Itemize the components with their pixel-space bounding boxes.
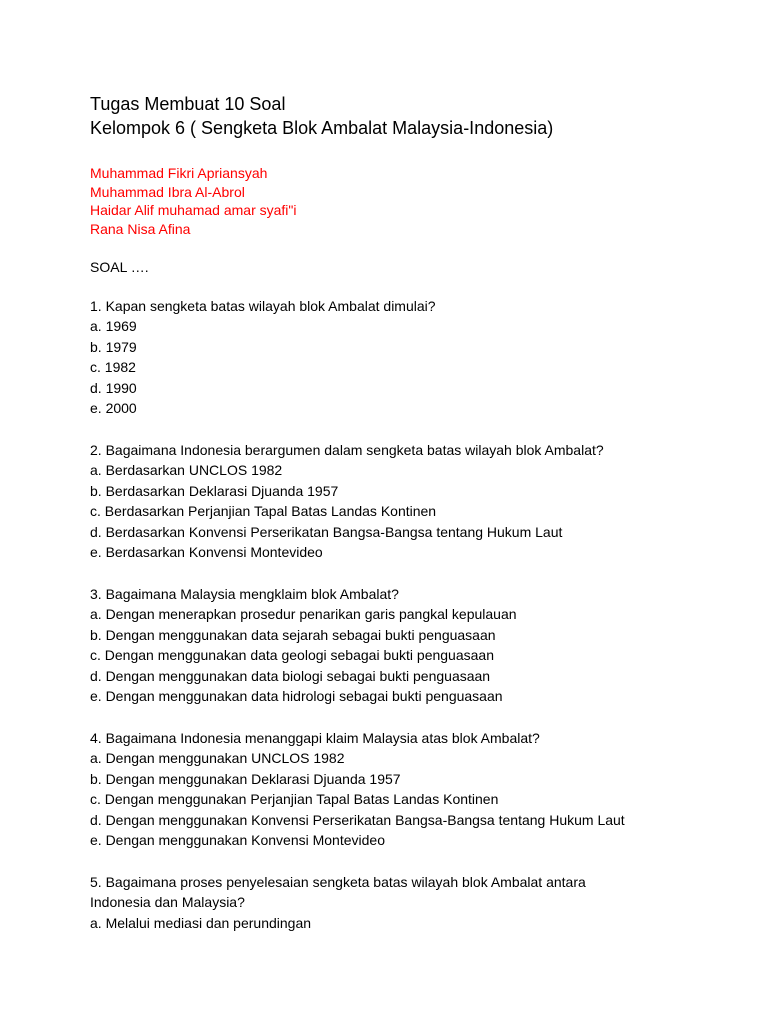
question-text: 4. Bagaimana Indonesia menanggapi klaim Malaysia atas blok Ambalat?	[90, 729, 540, 746]
question-text: 5. Bagaimana proses penyelesaian sengketa batas wilayah blok Ambalat antara Indonesia dan Malaysia?	[90, 873, 586, 910]
question-3	[90, 584, 730, 707]
question-text: 2. Bagaimana Indonesia berargumen dalam sengketa batas wilayah blok Ambalat?	[90, 441, 604, 458]
answer-option: d. Dengan menggunakan data biologi sebagai bukti penguasaan	[90, 667, 491, 684]
question-list	[90, 296, 730, 934]
member-name: Muhammad Fikri Apriansyah	[90, 165, 268, 181]
answer-option: e. 2000	[90, 400, 137, 416]
answer-option: a. Berdasarkan UNCLOS 1982	[90, 462, 283, 478]
answer-option: d. Berdasarkan Konvensi Perserikatan Bangsa-Bangsa tentang Hukum Laut	[90, 523, 563, 540]
answer-option: a. Dengan menerapkan prosedur penarikan garis pangkal kepulauan	[90, 606, 517, 622]
member-name: Haidar Alif muhamad amar syafi"i	[90, 202, 297, 218]
question-1	[90, 296, 730, 419]
member-name: Rana Nisa Afina	[90, 220, 191, 237]
question-4	[90, 728, 730, 851]
answer-option: e. Berdasarkan Konvensi Montevideo	[90, 544, 323, 560]
member-name: Muhammad Ibra Al-Abrol	[90, 183, 245, 200]
answer-option: e. Dengan menggunakan data hidrologi sebagai bukti penguasaan	[90, 688, 503, 704]
answer-option: e. Dengan menggunakan Konvensi Montevideo	[90, 832, 385, 848]
answer-option: a. 1969	[90, 318, 137, 334]
answer-option: c. 1982	[90, 359, 136, 375]
answer-option: b. 1979	[90, 338, 137, 355]
member-list	[90, 164, 730, 238]
answer-option: a. Melalui mediasi dan perundingan	[90, 914, 312, 931]
document-title-line-1: Tugas Membuat 10 Soal	[90, 94, 286, 114]
answer-option: d. 1990	[90, 379, 137, 396]
answer-option: a. Dengan menggunakan UNCLOS 1982	[90, 750, 345, 766]
document-title-line-2: Kelompok 6 ( Sengketa Blok Ambalat Malaysia-Indonesia)	[90, 118, 554, 138]
question-5	[90, 872, 730, 934]
answer-option: c. Dengan menggunakan Perjanjian Tapal Batas Landas Kontinen	[90, 791, 499, 807]
question-text: 3. Bagaimana Malaysia mengklaim blok Ambalat?	[90, 585, 399, 602]
answer-option: c. Dengan menggunakan data geologi sebagai bukti penguasaan	[90, 647, 494, 663]
answer-option: c. Berdasarkan Perjanjian Tapal Batas Landas Kontinen	[90, 503, 437, 519]
answer-option: d. Dengan menggunakan Konvensi Perserikatan Bangsa-Bangsa tentang Hukum Laut	[90, 811, 625, 828]
question-2	[90, 440, 730, 563]
document-page	[90, 92, 730, 954]
question-text: 1. Kapan sengketa batas wilayah blok Ambalat dimulai?	[90, 297, 436, 314]
answer-option: b. Dengan menggunakan data sejarah sebagai bukti penguasaan	[90, 626, 496, 643]
soal-heading: SOAL ….	[90, 259, 149, 275]
answer-option: b. Berdasarkan Deklarasi Djuanda 1957	[90, 482, 339, 499]
answer-option: b. Dengan menggunakan Deklarasi Djuanda 1957	[90, 770, 401, 787]
